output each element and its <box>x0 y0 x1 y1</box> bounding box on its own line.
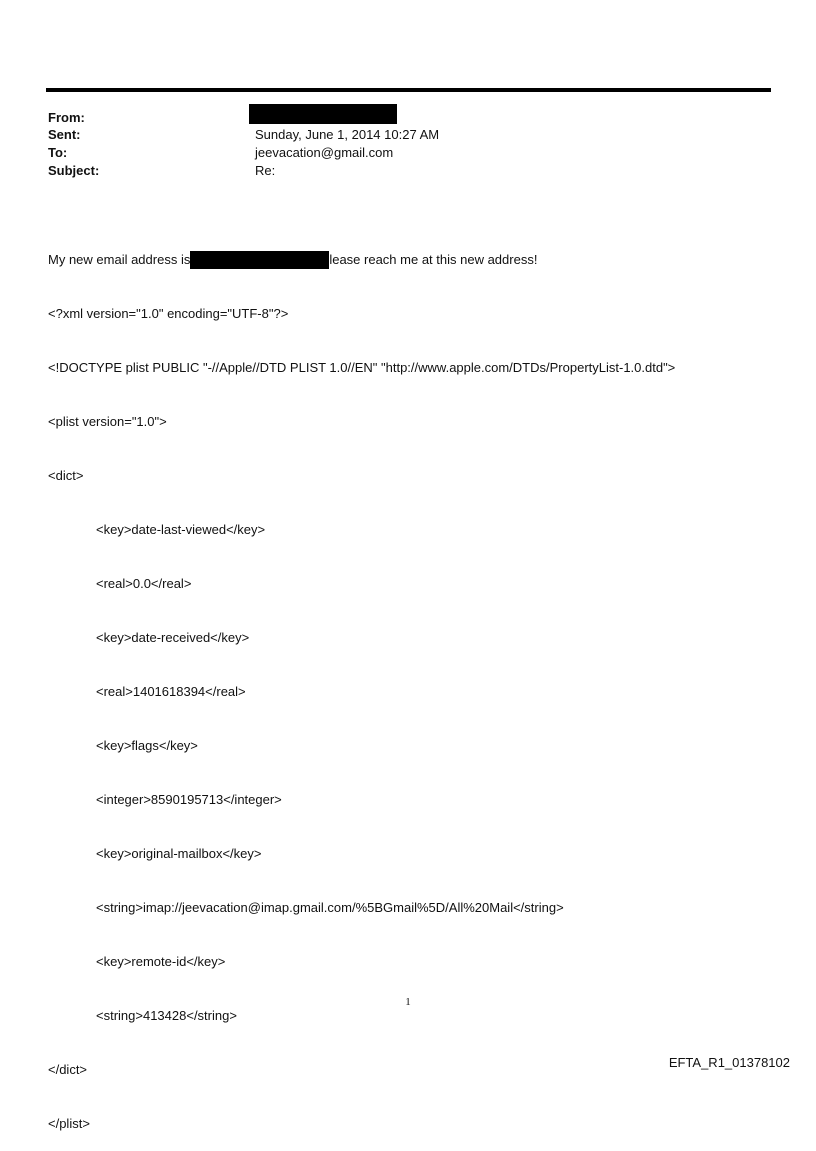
xml-line: <?xml version="1.0" encoding="UTF-8"?> <box>48 306 289 321</box>
intro-text-before: My new email address is <box>48 252 191 267</box>
xml-line: </dict> <box>48 1062 88 1077</box>
xml-line: <plist version="1.0"> <box>48 414 167 429</box>
xml-line: <dict> <box>48 468 84 483</box>
intro-text-after: lease reach me at this new address! <box>329 252 538 267</box>
subject-label: Subject: <box>48 163 100 178</box>
from-row <box>48 109 748 127</box>
from-redaction <box>249 104 397 124</box>
subject-value: Re: <box>255 163 276 178</box>
intro-line <box>48 251 675 269</box>
to-row <box>48 144 748 162</box>
xml-line: <string>413428</string> <box>96 1008 237 1023</box>
xml-line: <integer>8590195713</integer> <box>96 792 282 807</box>
xml-line: <key>date-last-viewed</key> <box>96 522 266 537</box>
to-label: To: <box>48 145 68 160</box>
xml-line: <!DOCTYPE plist PUBLIC "-//Apple//DTD PLIST 1.0//EN" "http://www.apple.com/DTDs/PropertyList-1.0.dtd"> <box>48 360 676 375</box>
bates-number: EFTA_R1_01378102 <box>668 1055 790 1070</box>
xml-line: <real>0.0</real> <box>96 576 192 591</box>
email-body <box>48 215 675 1151</box>
sent-row <box>48 126 748 144</box>
sent-label: Sent: <box>48 127 81 142</box>
sent-value: Sunday, June 1, 2014 10:27 AM <box>255 127 440 142</box>
xml-line: <key>date-received</key> <box>96 630 250 645</box>
page-number: 1 <box>405 996 411 1008</box>
xml-line: <string>imap://jeevacation@imap.gmail.com/%5BGmail%5D/All%20Mail</string> <box>96 900 564 915</box>
from-label: From: <box>48 110 85 125</box>
xml-line: <key>original-mailbox</key> <box>96 846 262 861</box>
header-divider <box>46 88 771 92</box>
xml-line: <real>1401618394</real> <box>96 684 246 699</box>
xml-line: <key>flags</key> <box>96 738 198 753</box>
email-redaction <box>190 251 329 269</box>
to-value: jeevacation@gmail.com <box>255 145 394 160</box>
xml-line: <key>remote-id</key> <box>96 954 226 969</box>
subject-row <box>48 162 748 180</box>
xml-line: </plist> <box>48 1116 90 1131</box>
